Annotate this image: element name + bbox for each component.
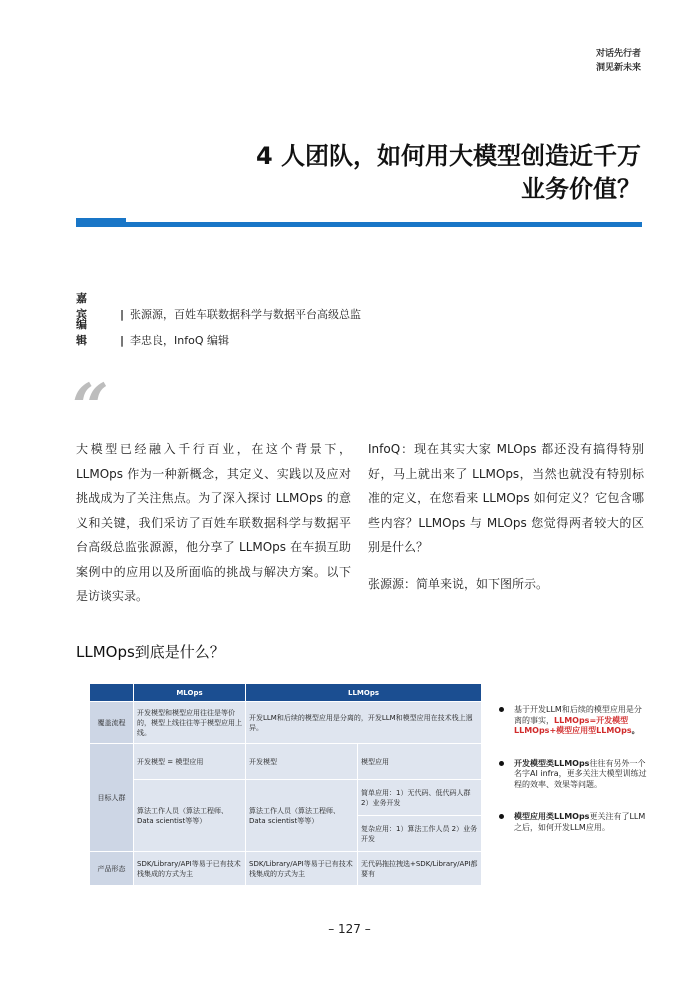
cell-target-ml-dev: 开发模型 = 模型应用 <box>134 744 246 780</box>
bullet-item: 基于开发LLM和后续的模型应用是分离的事实，LLMOps=开发模型LLMOps+模型应用型LLMOps。 <box>497 705 647 737</box>
table-row <box>90 852 482 886</box>
table-row <box>90 744 482 780</box>
guest-line: 嘉宾 | 张源源，百姓车联数据科学与数据平台高级总监 <box>76 292 362 321</box>
cell-product-llm-app: 无代码拖拉拽选+SDK/Library/API都要有 <box>358 852 482 886</box>
article-title <box>81 140 641 206</box>
bullet-highlight: LLMOps=开发模型LLMOps+模型应用型LLMOps <box>514 715 632 735</box>
table-corner <box>90 684 134 702</box>
guest-label: 嘉宾 <box>76 292 101 321</box>
table-row <box>90 702 482 744</box>
header-mlops: MLOps <box>134 684 246 702</box>
cell-target-llm-dev: 开发模型 <box>246 744 358 780</box>
intro-column <box>76 437 351 609</box>
quote-mark-icon: “ <box>72 370 109 445</box>
guest-value: 张源源，百姓车联数据科学与数据平台高级总监 <box>130 308 362 321</box>
title-rule <box>126 222 642 227</box>
row-head-target: 目标人群 <box>90 744 134 852</box>
comparison-table <box>89 683 482 886</box>
interview-column <box>368 437 644 596</box>
interview-question: InfoQ：现在其实大家 MLOps 都还没有搞得特别好，马上就出来了 LLMOps，当然也就没有特别标准的定义，在您看来 LLMOps 如何定义？它包含哪些内容？LLMOps 与 MLOps 您觉得两者较大的区别是什么？ <box>368 442 644 554</box>
row-head-coverage: 覆盖流程 <box>90 702 134 744</box>
bullet-item: 模型应用类LLMOps更关注有了LLM之后，如何开发LLM应用。 <box>497 812 647 833</box>
bullet-dot-icon <box>499 814 504 819</box>
cell-coverage-llmops: 开发LLM和后续的模型应用是分离的，开发LLM和模型应用在技术栈上迥异。 <box>246 702 482 744</box>
title-line-2: 业务价值？ <box>521 175 641 203</box>
interview-answer: 张源源：简单来说，如下图所示。 <box>368 576 549 591</box>
cell-target-llm-app: 模型应用 <box>358 744 482 780</box>
bullet-dot-icon <box>499 707 504 712</box>
table-header-row <box>90 684 482 702</box>
editor-value: 李忠良，InfoQ 编辑 <box>130 334 230 347</box>
figure-title: LLMOps到底是什么？ <box>76 643 225 661</box>
page-number: – 127 – <box>328 922 371 936</box>
title-line-1: 4 人团队，如何用大模型创造近千万 <box>255 142 641 170</box>
header-slogan <box>596 47 641 75</box>
table-row <box>90 780 482 816</box>
slogan-line-2: 洞见新未来 <box>595 63 641 73</box>
cell-product-llm-dev: SDK/Library/API等易于已有技术栈集成的方式为主 <box>246 852 358 886</box>
cell-target-app-complex: 复杂应用：1）算法工作人员 2）业务开发 <box>358 816 482 852</box>
header-llmops: LLMOps <box>246 684 482 702</box>
comparison-table-wrap <box>89 683 481 886</box>
editor-label: 编辑 <box>76 318 101 347</box>
title-rule-accent <box>76 218 126 227</box>
cell-target-llm-people: 算法工作人员（算法工程师、Data scientist等等） <box>246 780 358 852</box>
editor-line: 编辑 | 李忠良，InfoQ 编辑 <box>76 318 230 347</box>
cell-target-ml-people: 算法工作人员（算法工程师、Data scientist等等） <box>134 780 246 852</box>
figure-bullets <box>497 705 647 855</box>
cell-coverage-mlops: 开发模型和模型应用往往是等价的，模型上线往往等于模型应用上线。 <box>134 702 246 744</box>
slogan-line-1: 对话先行者 <box>595 49 641 59</box>
bullet-dot-icon <box>499 761 504 766</box>
cell-target-app-simple: 简单应用：1）无代码、低代码人群 2）业务开发 <box>358 780 482 816</box>
intro-paragraph: 大模型已经融入千行百业，在这个背景下，LLMOps 作为一种新概念，其定义、实践以及应对挑战成为了关注焦点。为了深入探讨 LLMOps 的意义和关键，我们采访了百姓车联数据科学与数据平台高级总监张源源，他分享了 LLMOps 在车损互助案例中的应用以及所面临的挑战与解决方案。以下是访谈实录。 <box>76 442 351 603</box>
cell-product-mlops: SDK/Library/API等易于已有技术栈集成的方式为主 <box>134 852 246 886</box>
row-head-product: 产品形态 <box>90 852 134 886</box>
bullet-item: 开发模型类LLMOps往往有另外一个名字AI infra，更多关注大模型训练过程的效率、效果等问题。 <box>497 759 647 791</box>
